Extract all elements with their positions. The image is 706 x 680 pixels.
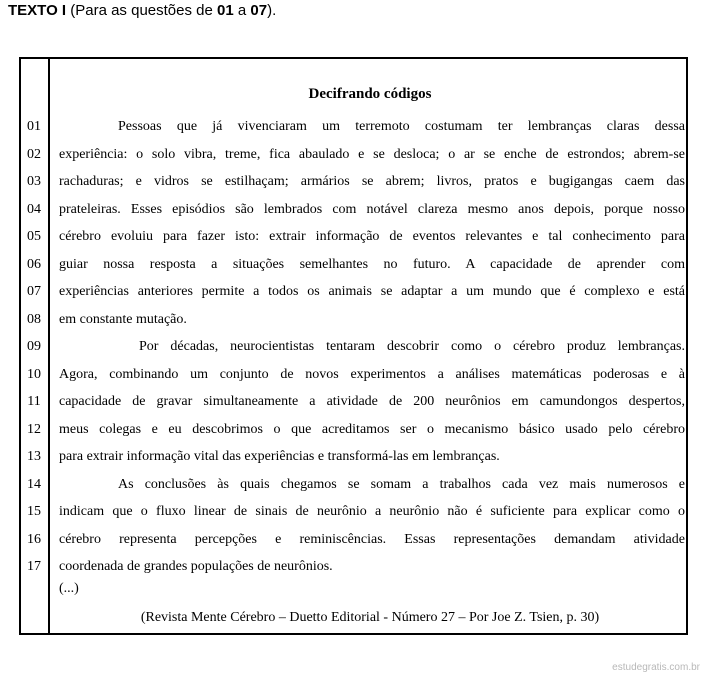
text-line: prateleiras. Esses episódios são lembrados com notável clareza mesmo anos depois, porque nosso xyxy=(59,201,685,217)
line-numbers xyxy=(20,113,48,581)
line-number: 16 xyxy=(27,531,41,547)
line-number: 12 xyxy=(27,421,41,437)
line-number: 05 xyxy=(27,229,41,244)
text-line: Por décadas, neurocientistas tentaram descobrir como o cérebro produz lembranças. xyxy=(139,339,685,354)
question-to: 07 xyxy=(250,2,268,19)
text-line: Agora, combinando um conjunto de novos experimentos a análises matemáticas poderosas e à xyxy=(59,366,685,382)
text-line: coordenada de grandes populações de neurônios. xyxy=(59,559,333,574)
ellipsis: (...) xyxy=(59,581,79,596)
text-line: Pessoas que já vivenciaram um terremoto costumam ter lembranças claras dessa xyxy=(118,119,685,134)
heading-part1: (Para as questões de xyxy=(66,2,218,19)
line-number: 03 xyxy=(27,174,41,189)
text-line: experiências anteriores permite a todos os animais se adaptar a um mundo que é complexo e está xyxy=(59,284,685,299)
heading-part2: a xyxy=(233,2,251,19)
watermark: estudegratis.com.br xyxy=(612,662,700,673)
article-title: Decifrando códigos xyxy=(308,86,432,102)
line-number: 08 xyxy=(27,311,41,327)
line-number: 06 xyxy=(27,256,41,272)
line-number: 04 xyxy=(27,201,41,217)
text-line: meus colegas e eu descobrimos o que acreditamos ser o mecanismo básico usado pelo cérebro xyxy=(59,421,685,437)
line-number: 17 xyxy=(27,559,41,574)
text-heading xyxy=(8,2,276,19)
text-line: para extrair informação vital das experiências e transformá-las em lembranças. xyxy=(59,449,500,464)
text-label: TEXTO I xyxy=(8,2,67,19)
line-number: 13 xyxy=(27,449,41,464)
article-body xyxy=(59,113,685,581)
line-number: 01 xyxy=(27,119,41,134)
text-line: em constante mutação. xyxy=(59,311,187,327)
text-line: As conclusões às quais chegamos se somam a trabalhos cada vez mais numerosos e xyxy=(118,476,685,492)
text-line: guiar nossa resposta a situações semelhantes no futuro. A capacidade de aprender com xyxy=(59,256,685,272)
text-line: rachaduras; e vidros se estilhaçam; armários se abrem; livros, pratos e bugigangas caem das xyxy=(59,174,685,189)
line-number: 02 xyxy=(27,146,41,162)
text-line: cérebro evoluiu para fazer isto: extrair informação de eventos relevantes e tal conhecimento para xyxy=(59,229,685,244)
heading-part3: ). xyxy=(267,2,277,19)
line-number: 07 xyxy=(27,284,41,299)
text-line: capacidade de gravar simultaneamente a atividade de 200 neurônios em camundongos despertos, xyxy=(59,394,685,409)
column-divider xyxy=(48,57,50,635)
question-from: 01 xyxy=(217,2,234,19)
line-number: 09 xyxy=(27,339,41,354)
line-number: 10 xyxy=(27,366,41,382)
line-number: 15 xyxy=(27,504,41,519)
text-line: indicam que o fluxo linear de sinais de neurônio a neurônio não é suficiente para explicar como o xyxy=(59,504,685,519)
source-citation: (Revista Mente Cérebro – Duetto Editorial - Número 27 – Por Joe Z. Tsien, p. 30) xyxy=(140,610,600,625)
text-line: cérebro representa percepções e reminiscências. Essas representações demandam atividade xyxy=(59,531,685,547)
line-number: 11 xyxy=(27,394,41,409)
line-number: 14 xyxy=(27,476,41,492)
text-line: experiência: o solo vibra, treme, fica abaulado e se desloca; o ar se enche de estrondos; abrem-se xyxy=(59,146,685,162)
